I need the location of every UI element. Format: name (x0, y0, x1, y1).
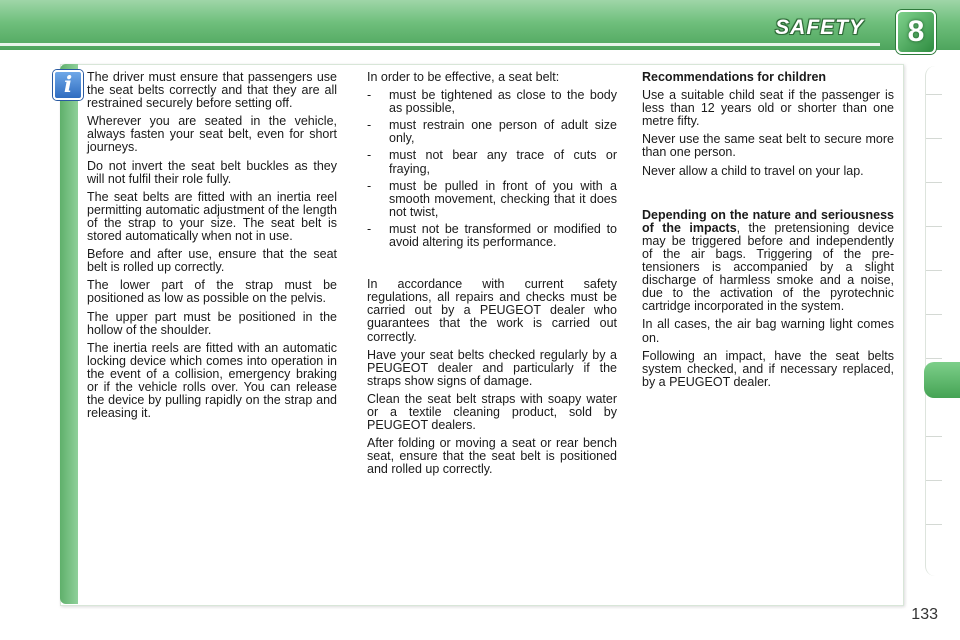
paragraph: In accordance with current safety regulations, all repairs and checks must be carried out by a PEUGEOT dealer who guarantees that the work is carried out correctly. (367, 277, 617, 344)
list-item: - must not bear any trace of cuts or fraying, (367, 149, 617, 175)
tab-divider (926, 182, 942, 183)
tab-divider (926, 524, 942, 525)
paragraph: The seat belts are fitted with an inertia reel permitting automatic adjustment of the length of the strap to your size. The seat belt is stored automatically when not in use. (87, 189, 337, 244)
spacer (642, 183, 894, 209)
spacer (367, 254, 617, 278)
tab-divider (926, 480, 942, 481)
impact-bold-text: Depending on the nature and seriousness of the impacts (642, 207, 894, 235)
tab-divider (926, 94, 942, 95)
column-1 (87, 71, 337, 425)
tab-divider (926, 436, 942, 437)
active-chapter-tab[interactable] (924, 362, 960, 398)
seat-belt-requirements-list (367, 89, 617, 249)
chapter-tabs (925, 66, 960, 576)
page-number: 133 (911, 606, 938, 623)
tab-divider (926, 270, 942, 271)
paragraph: The driver must ensure that passengers use the seat belts correctly and that they are all restrained securely before setting off. (87, 70, 337, 111)
column-2 (367, 71, 617, 481)
info-icon: i (53, 70, 83, 100)
tab-divider (926, 358, 942, 359)
paragraph: Before and after use, ensure that the seat belt is rolled up correctly. (87, 247, 337, 275)
paragraph: In all cases, the air bag warning light comes on. (642, 317, 894, 345)
list-item: - must not be transformed or modified to avoid altering its performance. (367, 223, 617, 249)
paragraph: Do not invert the seat belt buckles as they will not fulfil their role fully. (87, 158, 337, 186)
paragraph: Never allow a child to travel on your lap. (642, 163, 864, 178)
paragraph: Use a suitable child seat if the passenger is less than 12 years old or shorter than one metre fifty. (642, 88, 894, 129)
header-divider (0, 43, 880, 46)
paragraph: Wherever you are seated in the vehicle, always fasten your seat belt, even for short journeys. (87, 114, 337, 155)
intro-text: In order to be effective, a seat belt: (367, 70, 560, 84)
paragraph: The lower part of the strap must be positioned as low as possible on the pelvis. (87, 278, 337, 306)
children-heading: Recommendations for children (642, 70, 827, 84)
chapter-badge: 8 (896, 10, 936, 54)
section-title: SAFETY (775, 16, 864, 39)
paragraph: After folding or moving a seat or rear bench seat, ensure that the seat belt is positioned and rolled up correctly. (367, 436, 617, 477)
tab-divider (926, 226, 942, 227)
tab-divider (926, 138, 942, 139)
column-3 (642, 71, 894, 394)
list-item: - must be tightened as close to the body as possible, (367, 89, 617, 115)
list-item: - must restrain one person of adult size only, (367, 119, 617, 145)
paragraph: Have your seat belts checked regularly by a PEUGEOT dealer and particularly if the straps show signs of damage. (367, 347, 617, 388)
paragraph: Never use the same seat belt to secure more than one person. (642, 132, 894, 160)
paragraph: Clean the seat belt straps with soapy water or a textile cleaning product, sold by PEUGEOT dealers. (367, 391, 617, 433)
impact-paragraph (642, 209, 894, 314)
panel-stripe (60, 64, 78, 604)
tab-divider (926, 314, 942, 315)
impact-text: , the pretensioning device may be triggered before and independently of the air bags. Triggering of the pre-tensioners is accompanied by a slight discharge of harmless smoke and a noise, due to the activation of the pyrotechnic cartridge incorporated in the system. (642, 220, 894, 314)
paragraph: The inertia reels are fitted with an automatic locking device which comes into operation in the event of a collision, emergency braking or if the vehicle rolls over. You can release the device by pulling rapidly on the strap and releasing it. (87, 340, 337, 421)
paragraph: Following an impact, have the seat belts system checked, and if necessary replaced, by a PEUGEOT dealer. (642, 348, 894, 389)
list-item: - must be pulled in front of you with a smooth movement, checking that it does not twist, (367, 180, 617, 219)
paragraph: The upper part must be positioned in the hollow of the shoulder. (87, 309, 337, 337)
